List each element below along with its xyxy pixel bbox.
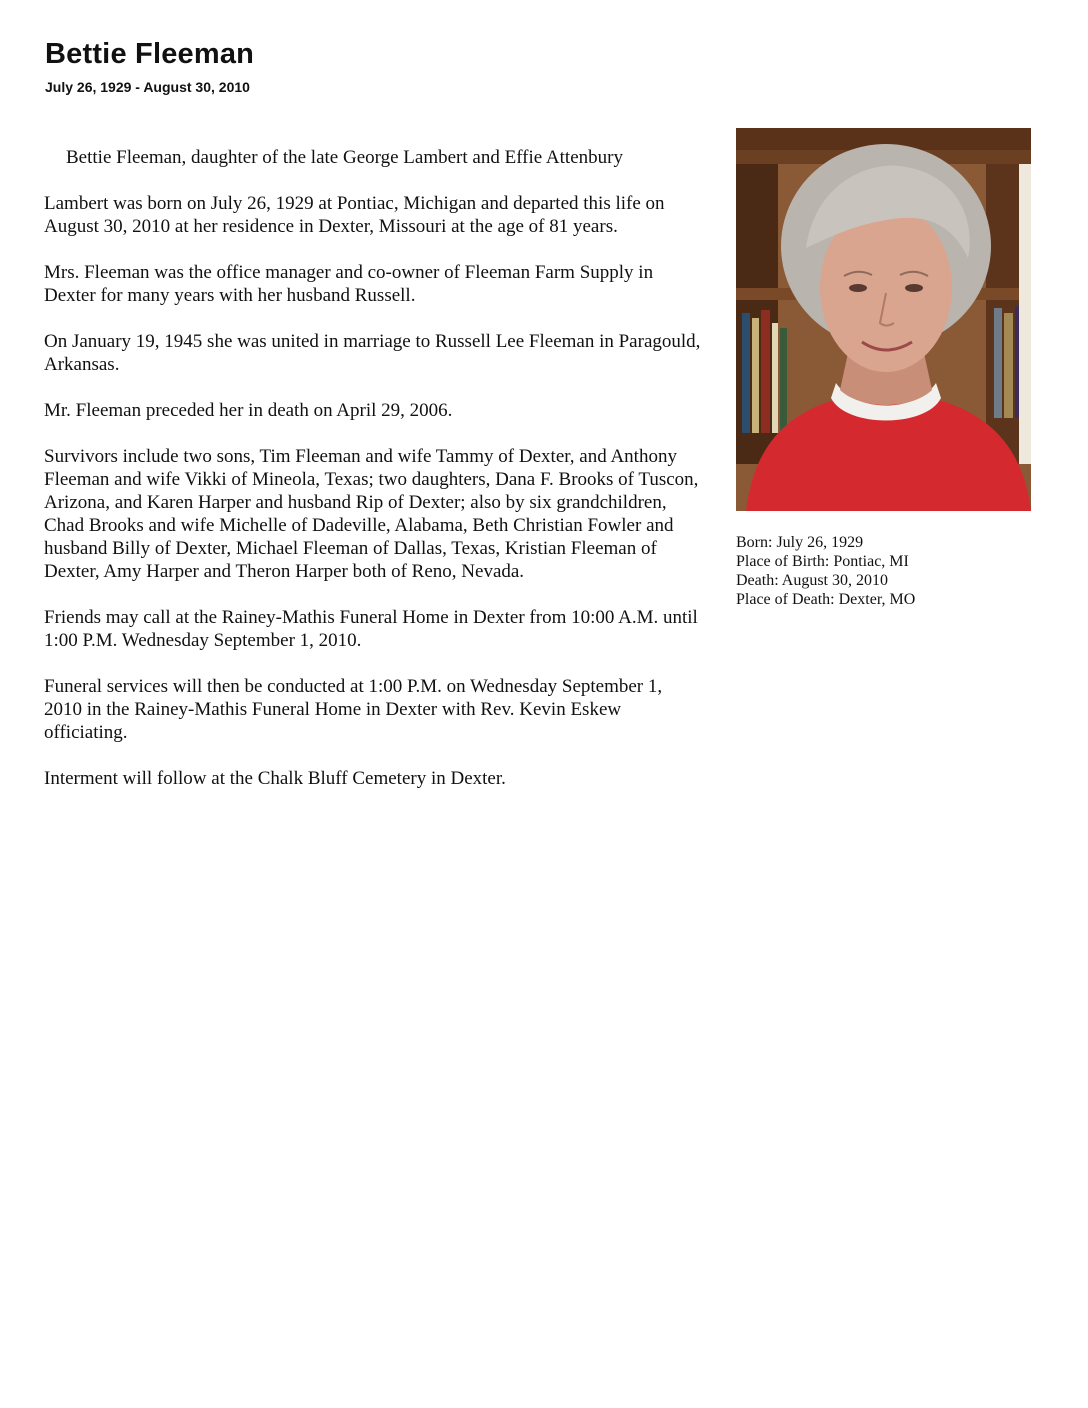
- paragraph-preceded: Mr. Fleeman preceded her in death on April 29, 2006.: [44, 400, 453, 421]
- fact-born: Born: July 26, 1929: [736, 534, 864, 551]
- paragraph-funeral-service: Funeral services will then be conducted at 1:00 P.M. on Wednesday September 1, 2010 in the Rainey-Mathis Funeral Home in Dexter with Rev. Kevin Eskew officiating.: [44, 676, 663, 743]
- paragraph-birth-death: Lambert was born on July 26, 1929 at Pontiac, Michigan and departed this life on August 30, 2010 at her residence in Dexter, Missouri at the age of 81 years.: [44, 193, 665, 237]
- paragraph-visitation: Friends may call at the Rainey-Mathis Funeral Home in Dexter from 10:00 A.M. until 1:00 P.M. Wednesday September 1, 2010.: [44, 607, 698, 651]
- portrait-photo: [736, 128, 1031, 511]
- paragraph-marriage: On January 19, 1945 she was united in marriage to Russell Lee Fleeman in Paragould, Arkansas.: [44, 331, 701, 375]
- vital-facts: [736, 533, 915, 609]
- paragraph-survivors: Survivors include two sons, Tim Fleeman and wife Tammy of Dexter, and Anthony Fleeman and wife Vikki of Mineola, Texas; two daughters, Dana F. Brooks of Tuscon, Arizona, and Karen Harper and husband Rip of Dexter; also by six grandchildren, Chad Brooks and wife Michelle of Dadeville, Alabama, Beth Christian Fowler and husband Billy of Dexter, Michael Fleeman of Dallas, Texas, Kristian Fleeman of Dexter, Amy Harper and Theron Harper both of Reno, Nevada.: [44, 446, 699, 582]
- life-dates: July 26, 1929 - August 30, 2010: [45, 79, 250, 95]
- fact-place-of-death: Place of Death: Dexter, MO: [736, 591, 916, 608]
- obituary-name: Bettie Fleeman: [45, 38, 255, 70]
- obituary-text: [44, 146, 704, 813]
- fact-death: Death: August 30, 2010: [736, 572, 888, 589]
- paragraph-interment: Interment will follow at the Chalk Bluff Cemetery in Dexter.: [44, 768, 506, 789]
- paragraph-career: Mrs. Fleeman was the office manager and co-owner of Fleeman Farm Supply in Dexter for many years with her husband Russell.: [44, 262, 654, 306]
- fact-place-of-birth: Place of Birth: Pontiac, MI: [736, 553, 909, 570]
- paragraph-parents: Bettie Fleeman, daughter of the late George Lambert and Effie Attenbury: [66, 147, 623, 168]
